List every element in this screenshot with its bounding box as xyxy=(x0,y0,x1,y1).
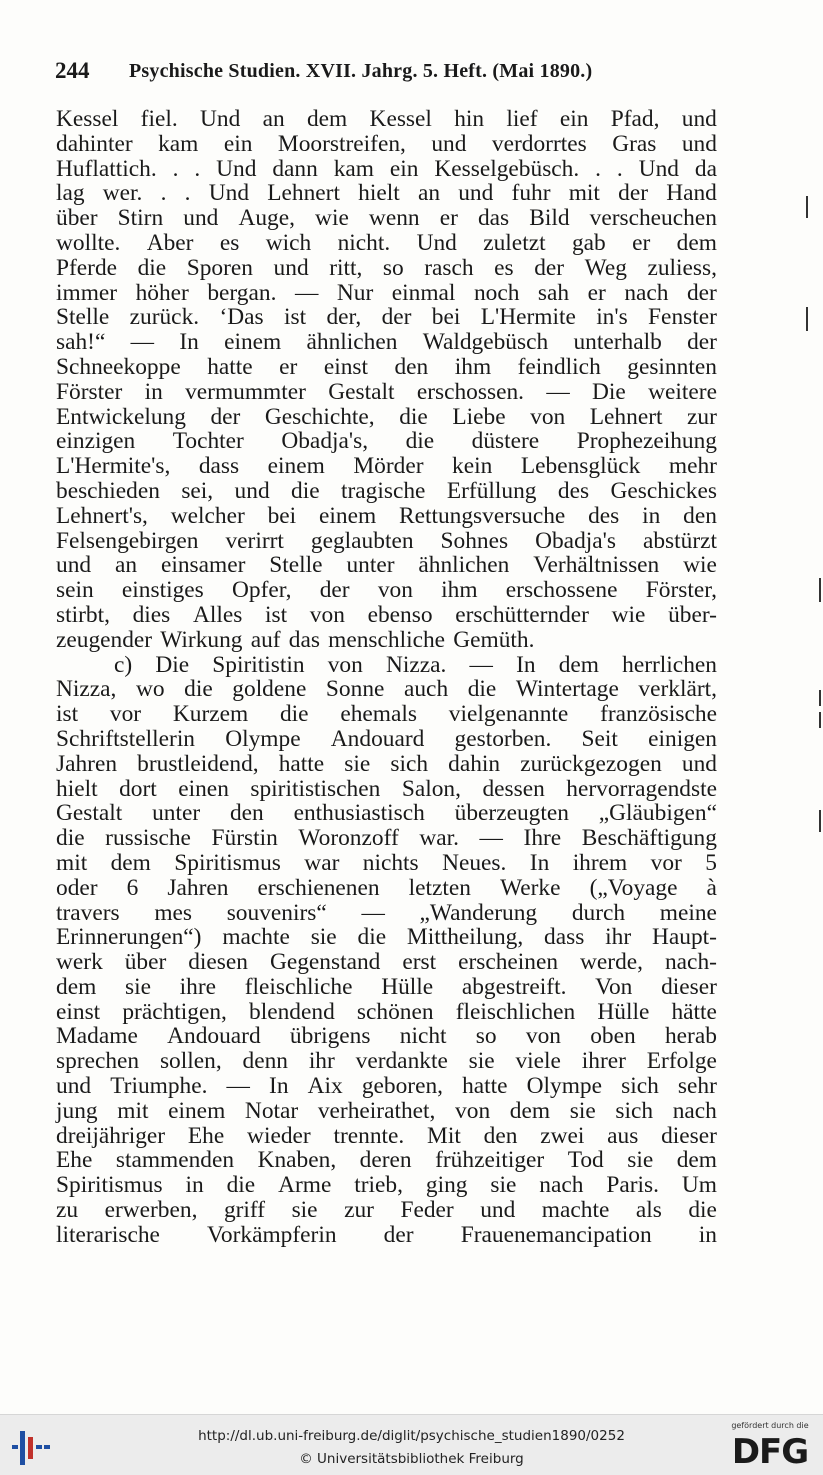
page-number: 244 xyxy=(55,58,90,83)
source-url[interactable]: http://dl.ub.uni-freiburg.de/diglit/psychische_studien1890/0252 xyxy=(198,1428,625,1444)
text-line: Pferde die Sporen und ritt, so rasch es der Weg zuliess, xyxy=(56,254,717,281)
text-line: Erinnerungen“) machte sie die Mittheilung, dass ihr Haupt- xyxy=(56,924,717,951)
text-line: sein einstiges Opfer, der von ihm erschossene Förster, xyxy=(56,577,717,604)
text-line: Schriftstellerin Olympe Andouard gestorben. Seit einigen xyxy=(56,725,717,752)
text-line: dem sie ihre fleischliche Hülle abgestreift. Von dieser xyxy=(56,973,717,1000)
text-line: dahinter kam ein Moorstreifen, und verdorrtes Gras und xyxy=(56,130,717,157)
text-line: ist vor Kurzem die ehemals vielgenannte französische xyxy=(56,701,717,728)
text-line: Nizza, wo die goldene Sonne auch die Wintertage verklärt, xyxy=(56,676,717,703)
text-line: mit dem Spiritismus war nichts Neues. In ihrem vor 5 xyxy=(56,849,717,876)
text-line: travers mes souvenirs“ — „Wanderung durch meine xyxy=(56,899,717,926)
text-line: literarische Vorkämpferin der Frauenemancipation in xyxy=(56,1221,717,1248)
text-line: c) Die Spiritistin von Nizza. — In dem herrlichen xyxy=(114,651,717,678)
footer-bar xyxy=(0,1414,823,1475)
text-line: Schneekoppe hatte er einst den ihm feindlich gesinnten xyxy=(56,353,717,380)
text-line: Felsengebirgen verirrt geglaubten Sohnes Obadja's abstürzt xyxy=(56,527,717,554)
text-line: wollte. Aber es wich nicht. Und zuletzt gab er dem xyxy=(56,229,717,256)
text-line: hielt dort einen spiritistischen Salon, dessen hervorragendste xyxy=(56,775,717,802)
text-line: über Stirn und Auge, wie wenn er das Bild verscheuchen xyxy=(56,205,717,232)
running-title: Psychische Studien. XVII. Jahrg. 5. Heft. (Mai 1890.) xyxy=(129,60,593,82)
margin-mark xyxy=(819,690,821,706)
text-line: jung mit einem Notar verheirathet, von dem sie sich nach xyxy=(56,1097,717,1124)
margin-mark xyxy=(819,712,821,728)
text-line: Kessel fiel. Und an dem Kessel hin lief ein Pfad, und xyxy=(56,106,717,132)
text-line: und Triumphe. — In Aix geboren, hatte Olympe sich sehr xyxy=(56,1073,717,1100)
text-line: sah!“ — In einem ähnlichen Waldgebüsch unterhalb der xyxy=(56,329,717,356)
text-line: Madame Andouard übrigens nicht so von oben herab xyxy=(56,1023,717,1050)
margin-mark xyxy=(819,810,821,832)
text-line: L'Hermite's, dass einem Mörder kein Lebensglück mehr xyxy=(56,453,717,480)
text-line: lag wer. . . Und Lehnert hielt an und fuhr mit der Hand xyxy=(56,180,717,207)
text-line: und an einsamer Stelle unter ähnlichen Verhältnissen wie xyxy=(56,552,717,579)
dfg-caption: gefördert durch die xyxy=(731,1421,809,1430)
text-line: Jahren brustleidend, hatte sie sich dahin zurückgezogen und xyxy=(56,750,717,777)
running-header xyxy=(55,58,717,88)
text-line: stirbt, dies Alles ist von ebenso erschütternder wie über- xyxy=(56,601,717,628)
text-line: beschieden sei, und die tragische Erfüllung des Geschickes xyxy=(56,477,717,504)
margin-mark xyxy=(819,578,821,602)
body-text xyxy=(56,107,717,1248)
text-line: Lehnert's, welcher bei einem Rettungsversuche des in den xyxy=(56,502,717,529)
text-line: dreijähriger Ehe wieder trennte. Mit den zwei aus dieser xyxy=(56,1122,717,1149)
text-line: einzigen Tochter Obadja's, die düstere Prophezeihung xyxy=(56,428,717,455)
margin-mark xyxy=(806,196,808,218)
dfg-wordmark: DFG xyxy=(731,1432,809,1472)
text-line: Ehe stammenden Knaben, deren frühzeitiger Tod sie dem xyxy=(56,1147,717,1174)
text-line: sprechen sollen, denn ihr verdankte sie viele ihrer Erfolge xyxy=(56,1048,717,1075)
copyright-notice: © Universitätsbibliothek Freiburg xyxy=(299,1451,524,1467)
text-line: immer höher bergan. — Nur einmal noch sah er nach der xyxy=(56,279,717,306)
text-line: werk über diesen Gegenstand erst erscheinen werde, nach- xyxy=(56,949,717,976)
text-line: Spiritismus in die Arme trieb, ging sie nach Paris. Um xyxy=(56,1172,717,1199)
dfg-logo xyxy=(727,1421,813,1471)
text-line: Gestalt unter den enthusiastisch überzeugten „Gläubigen“ xyxy=(56,800,717,827)
text-line: einst prächtigen, blendend schönen fleischlichen Hülle hätte xyxy=(56,998,717,1025)
text-line: zeugender Wirkung auf das menschliche Gemüth. xyxy=(56,626,535,653)
text-line: Entwickelung der Geschichte, die Liebe von Lehnert zur xyxy=(56,403,717,430)
text-line: zu erwerben, griff sie zur Feder und machte als die xyxy=(56,1197,717,1224)
text-line: Stelle zurück. ‘Das ist der, der bei L'Hermite in's Fenster xyxy=(56,304,717,331)
text-line: Huflattich. . . Und dann kam ein Kesselgebüsch. . . Und da xyxy=(56,155,717,182)
text-line: die russische Fürstin Woronzoff war. — Ihre Beschäftigung xyxy=(56,825,717,852)
text-line: oder 6 Jahren erschienenen letzten Werke („Voyage à xyxy=(56,874,717,901)
text-line: Förster in vermummter Gestalt erschossen. — Die weitere xyxy=(56,378,717,405)
margin-mark xyxy=(806,307,808,331)
